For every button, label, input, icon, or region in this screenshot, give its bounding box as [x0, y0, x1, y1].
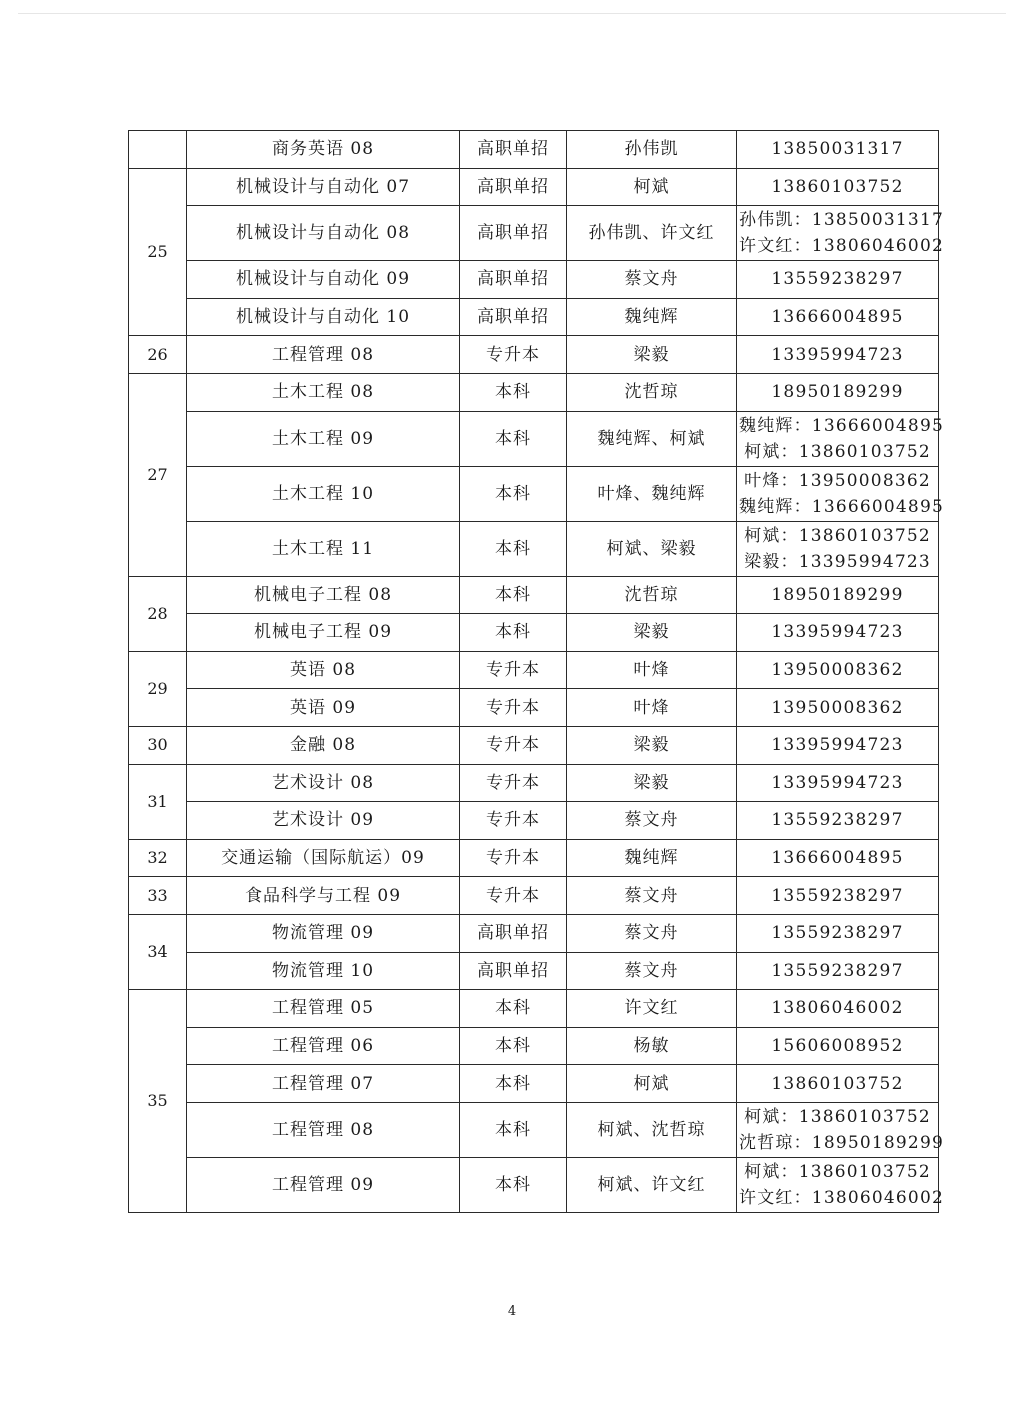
advisor-name-cell: 梁毅 [567, 614, 737, 652]
phone-number: 柯斌：13860103752 [744, 1161, 931, 1182]
phone-cell [737, 168, 939, 206]
row-index-cell: 28 [129, 576, 187, 651]
advisor-name-cell: 梁毅 [567, 764, 737, 802]
phone-cell [737, 1102, 944, 1157]
phone-cell [737, 131, 939, 169]
major-cell: 物流管理 10 [187, 952, 460, 990]
advisor-name-cell: 柯斌 [567, 168, 737, 206]
phone-cell [737, 1065, 939, 1103]
enrollment-type-cell: 本科 [460, 1102, 567, 1157]
advisor-name-cell: 柯斌、许文红 [567, 1157, 737, 1212]
enrollment-type-cell: 高职单招 [460, 206, 567, 261]
phone-number: 魏纯辉：13666004895 [739, 415, 944, 436]
major-cell: 工程管理 06 [187, 1027, 460, 1065]
major-cell: 食品科学与工程 09 [187, 877, 460, 915]
enrollment-type-cell: 本科 [460, 373, 567, 411]
table-row [129, 839, 939, 877]
phone-number: 13395994723 [771, 735, 904, 756]
phone-cell [737, 1157, 944, 1212]
row-index-cell: 31 [129, 764, 187, 839]
phone-cell [737, 802, 939, 840]
table-row [129, 576, 939, 614]
phone-number: 魏纯辉：13666004895 [739, 496, 944, 517]
advisor-name-cell: 柯斌、梁毅 [567, 521, 737, 576]
enrollment-type-cell: 专升本 [460, 839, 567, 877]
phone-number: 13950008362 [771, 660, 904, 681]
phone-number: 13850031317 [771, 139, 904, 160]
table-row [129, 651, 939, 689]
major-cell: 机械设计与自动化 08 [187, 206, 460, 261]
major-cell: 机械设计与自动化 09 [187, 261, 460, 299]
phone-cell [737, 614, 939, 652]
advisor-name-cell: 蔡文舟 [567, 261, 737, 299]
enrollment-type-cell: 高职单招 [460, 914, 567, 952]
enrollment-type-cell: 高职单招 [460, 298, 567, 336]
phone-cell [737, 726, 939, 764]
table-row [129, 206, 939, 261]
advisor-name-cell: 柯斌 [567, 1065, 737, 1103]
enrollment-type-cell: 高职单招 [460, 131, 567, 169]
table-row [129, 1027, 939, 1065]
enrollment-type-cell: 高职单招 [460, 168, 567, 206]
advisor-name-cell: 魏纯辉 [567, 839, 737, 877]
advisor-name-cell: 沈哲琼 [567, 373, 737, 411]
phone-cell [737, 877, 939, 915]
phone-number: 15606008952 [771, 1035, 904, 1056]
phone-cell [737, 373, 939, 411]
advisor-name-cell: 蔡文舟 [567, 952, 737, 990]
row-index-cell: 35 [129, 990, 187, 1213]
table-row [129, 990, 939, 1028]
advisor-name-cell: 孙伟凯、许文红 [567, 206, 737, 261]
phone-number: 13666004895 [771, 307, 904, 328]
row-index-cell [129, 131, 187, 169]
enrollment-type-cell: 本科 [460, 1027, 567, 1065]
major-cell: 机械设计与自动化 10 [187, 298, 460, 336]
enrollment-type-cell: 本科 [460, 521, 567, 576]
advisor-name-cell: 孙伟凯 [567, 131, 737, 169]
major-cell: 机械电子工程 09 [187, 614, 460, 652]
row-index-cell: 34 [129, 914, 187, 989]
phone-number: 13860103752 [771, 1073, 904, 1094]
phone-cell [737, 839, 939, 877]
phone-cell [737, 576, 939, 614]
table-body [129, 131, 944, 1213]
advisor-name-cell: 叶烽、魏纯辉 [567, 466, 737, 521]
enrollment-type-cell: 高职单招 [460, 261, 567, 299]
table-row [129, 411, 939, 466]
major-cell: 机械设计与自动化 07 [187, 168, 460, 206]
major-cell: 商务英语 08 [187, 131, 460, 169]
phone-cell [737, 952, 939, 990]
enrollment-type-cell: 本科 [460, 990, 567, 1028]
enrollment-type-cell: 高职单招 [460, 952, 567, 990]
row-index-cell: 30 [129, 726, 187, 764]
page-number: 4 [507, 1304, 517, 1319]
major-cell: 工程管理 08 [187, 336, 460, 374]
row-index-cell: 26 [129, 336, 187, 374]
table-row [129, 726, 939, 764]
table-row [129, 877, 939, 915]
row-index-cell: 29 [129, 651, 187, 726]
enrollment-type-cell: 本科 [460, 411, 567, 466]
phone-number: 13559238297 [771, 960, 904, 981]
phone-number: 13950008362 [771, 697, 904, 718]
phone-number: 13559238297 [771, 269, 904, 290]
phone-cell [737, 990, 939, 1028]
advisor-name-cell: 柯斌、沈哲琼 [567, 1102, 737, 1157]
advisor-name-cell: 蔡文舟 [567, 914, 737, 952]
enrollment-type-cell: 专升本 [460, 877, 567, 915]
phone-number: 13395994723 [771, 344, 904, 365]
major-cell: 工程管理 09 [187, 1157, 460, 1212]
major-cell: 土木工程 11 [187, 521, 460, 576]
table-row [129, 521, 939, 576]
table-row [129, 1065, 939, 1103]
phone-cell [737, 206, 944, 261]
major-cell: 土木工程 10 [187, 466, 460, 521]
table-row [129, 298, 939, 336]
advisor-name-cell: 叶烽 [567, 651, 737, 689]
phone-cell [737, 651, 939, 689]
table-row [129, 764, 939, 802]
table-row [129, 261, 939, 299]
table-row [129, 1102, 939, 1157]
phone-number: 柯斌：13860103752 [744, 441, 931, 462]
advisor-name-cell: 魏纯辉、柯斌 [567, 411, 737, 466]
phone-number: 柯斌：13860103752 [744, 1106, 931, 1127]
enrollment-type-cell: 专升本 [460, 802, 567, 840]
table-row [129, 689, 939, 727]
phone-cell [737, 298, 939, 336]
table-row [129, 802, 939, 840]
major-cell: 交通运输（国际航运）09 [187, 839, 460, 877]
phone-cell [737, 336, 939, 374]
enrollment-type-cell: 专升本 [460, 336, 567, 374]
phone-number: 叶烽：13950008362 [744, 470, 931, 491]
phone-number: 13666004895 [771, 848, 904, 869]
phone-number: 13559238297 [771, 885, 904, 906]
enrollment-type-cell: 专升本 [460, 651, 567, 689]
phone-number: 孙伟凯：13850031317 [739, 210, 944, 231]
major-cell: 艺术设计 08 [187, 764, 460, 802]
enrollment-type-cell: 专升本 [460, 726, 567, 764]
enrollment-type-cell: 本科 [460, 466, 567, 521]
major-cell: 土木工程 08 [187, 373, 460, 411]
advisor-name-cell: 梁毅 [567, 336, 737, 374]
row-index-cell: 33 [129, 877, 187, 915]
row-index-cell: 27 [129, 373, 187, 576]
advisor-name-cell: 杨敏 [567, 1027, 737, 1065]
table-row [129, 1157, 939, 1212]
major-cell: 工程管理 05 [187, 990, 460, 1028]
phone-number: 13395994723 [771, 622, 904, 643]
phone-number: 13559238297 [771, 810, 904, 831]
phone-number: 柯斌：13860103752 [744, 525, 931, 546]
table-row [129, 914, 939, 952]
phone-number: 18950189299 [771, 382, 904, 403]
major-cell: 机械电子工程 08 [187, 576, 460, 614]
table-row [129, 614, 939, 652]
major-cell: 金融 08 [187, 726, 460, 764]
major-cell: 物流管理 09 [187, 914, 460, 952]
phone-cell [737, 689, 939, 727]
phone-number: 18950189299 [771, 584, 904, 605]
phone-number: 13806046002 [771, 998, 904, 1019]
advisor-name-cell: 梁毅 [567, 726, 737, 764]
phone-cell [737, 1027, 939, 1065]
scan-edge-line [18, 13, 1006, 14]
advisor-name-cell: 蔡文舟 [567, 802, 737, 840]
phone-number: 沈哲琼：18950189299 [739, 1132, 944, 1153]
phone-number: 梁毅：13395994723 [744, 551, 931, 572]
phone-number: 许文红：13806046002 [739, 1187, 944, 1208]
phone-number: 13395994723 [771, 772, 904, 793]
phone-cell [737, 521, 939, 576]
row-index-cell: 25 [129, 168, 187, 336]
enrollment-type-cell: 本科 [460, 614, 567, 652]
phone-number: 13860103752 [771, 176, 904, 197]
advisor-name-cell: 蔡文舟 [567, 877, 737, 915]
row-index-cell: 32 [129, 839, 187, 877]
phone-cell [737, 764, 939, 802]
advisor-name-cell: 魏纯辉 [567, 298, 737, 336]
major-cell: 工程管理 07 [187, 1065, 460, 1103]
table-row [129, 466, 939, 521]
table-row [129, 373, 939, 411]
table-row [129, 168, 939, 206]
major-cell: 工程管理 08 [187, 1102, 460, 1157]
table-row [129, 131, 939, 169]
enrollment-type-cell: 本科 [460, 576, 567, 614]
major-cell: 土木工程 09 [187, 411, 460, 466]
enrollment-type-cell: 专升本 [460, 689, 567, 727]
phone-cell [737, 411, 944, 466]
table-row [129, 336, 939, 374]
major-cell: 英语 08 [187, 651, 460, 689]
advisor-name-cell: 许文红 [567, 990, 737, 1028]
advisor-name-cell: 叶烽 [567, 689, 737, 727]
major-cell: 英语 09 [187, 689, 460, 727]
table-row [129, 952, 939, 990]
phone-cell [737, 914, 939, 952]
class-advisor-table [128, 130, 944, 1213]
enrollment-type-cell: 专升本 [460, 764, 567, 802]
enrollment-type-cell: 本科 [460, 1157, 567, 1212]
phone-number: 许文红：13806046002 [739, 236, 944, 257]
phone-cell [737, 466, 944, 521]
major-cell: 艺术设计 09 [187, 802, 460, 840]
advisor-name-cell: 沈哲琼 [567, 576, 737, 614]
phone-cell [737, 261, 939, 299]
enrollment-type-cell: 本科 [460, 1065, 567, 1103]
phone-number: 13559238297 [771, 923, 904, 944]
